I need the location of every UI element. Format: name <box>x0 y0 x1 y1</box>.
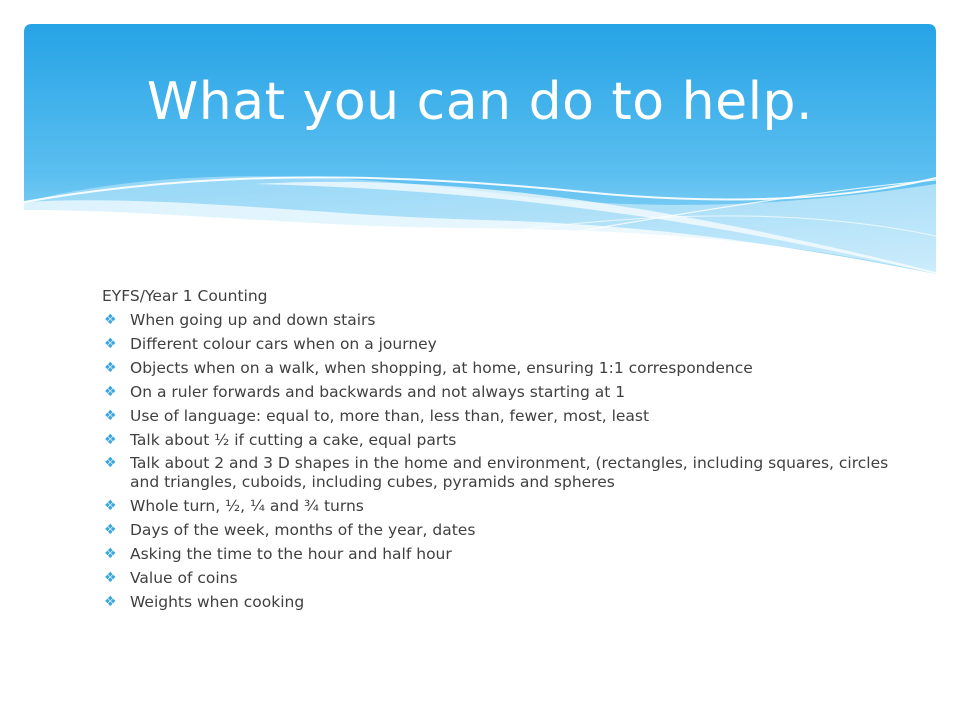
list-item: ❖ Use of language: equal to, more than, less than, fewer, most, least <box>102 404 892 428</box>
four-petal-diamond-icon: ❖ <box>104 522 117 538</box>
four-petal-diamond-icon: ❖ <box>104 336 117 352</box>
list-item: ❖ Objects when on a walk, when shopping, at home, ensuring 1:1 correspondence <box>102 356 892 380</box>
four-petal-diamond-icon: ❖ <box>104 594 117 610</box>
bullet-list <box>102 308 892 614</box>
list-item: ❖ Value of coins <box>102 566 892 590</box>
list-item: ❖ Talk about ½ if cutting a cake, equal parts <box>102 428 892 452</box>
slide-title: What you can do to help. <box>146 72 814 132</box>
four-petal-diamond-icon: ❖ <box>104 360 117 376</box>
list-item: ❖ Asking the time to the hour and half hour <box>102 542 892 566</box>
four-petal-diamond-icon: ❖ <box>104 570 117 586</box>
list-item: ❖ Weights when cooking <box>102 590 892 614</box>
slide-body <box>102 284 892 614</box>
four-petal-diamond-icon: ❖ <box>104 498 117 514</box>
four-petal-diamond-icon: ❖ <box>104 384 117 400</box>
list-item: ❖ Whole turn, ½, ¼ and ¾ turns <box>102 494 892 518</box>
four-petal-diamond-icon: ❖ <box>104 455 117 471</box>
list-item: ❖ When going up and down stairs <box>102 308 892 332</box>
four-petal-diamond-icon: ❖ <box>104 546 117 562</box>
header-banner <box>24 24 936 274</box>
list-item: ❖ Different colour cars when on a journey <box>102 332 892 356</box>
intro-heading: EYFS/Year 1 Counting <box>102 287 268 305</box>
four-petal-diamond-icon: ❖ <box>104 312 117 328</box>
four-petal-diamond-icon: ❖ <box>104 432 117 448</box>
list-item: ❖ Talk about 2 and 3 D shapes in the home and environment, (rectangles, including squares, circles and triangles, cuboids, including cubes, pyramids and spheres <box>102 452 892 494</box>
list-item: ❖ On a ruler forwards and backwards and not always starting at 1 <box>102 380 892 404</box>
list-item: ❖ Days of the week, months of the year, dates <box>102 518 892 542</box>
four-petal-diamond-icon: ❖ <box>104 408 117 424</box>
